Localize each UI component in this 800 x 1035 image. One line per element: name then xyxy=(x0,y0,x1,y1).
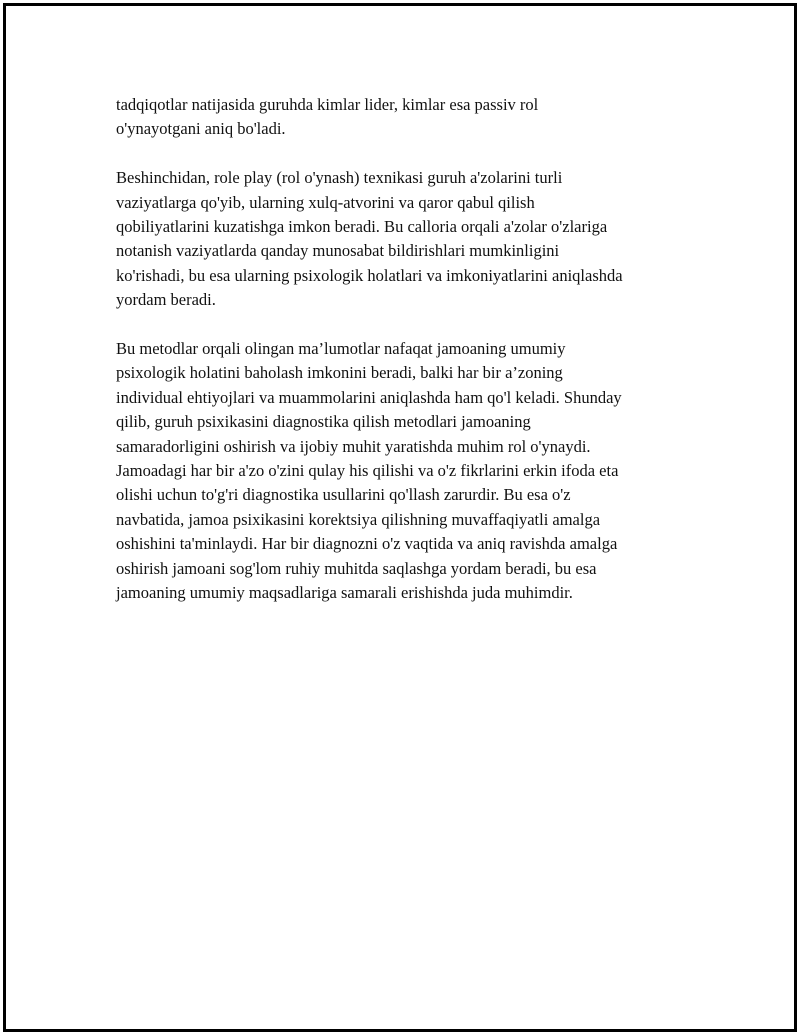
text-line: vaziyatlarga qo'yib, ularning xulq-atvorini va qaror qabul qilish xyxy=(116,192,535,212)
text-line: navbatida, jamoa psixikasini korektsiya qilishning muvaffaqiyatli amalga xyxy=(116,509,601,529)
text-line: jamoaning umumiy maqsadlariga samarali erishishda juda muhimdir. xyxy=(116,583,573,603)
text-line: yordam beradi. xyxy=(116,290,216,310)
text-line: o'ynayotgani aniq bo'ladi. xyxy=(116,119,286,139)
text-line: olishi uchun to'g'ri diagnostika usullarini qo'llash zarurdir. Bu esa o'z xyxy=(116,485,571,505)
text-line: notanish vaziyatlarda qanday munosabat bildirishlari mumkinligini xyxy=(116,241,560,261)
text-line: Bu metodlar orqali olingan ma’lumotlar nafaqat jamoaning umumiy xyxy=(116,339,566,359)
text-line: individual ehtiyojlari va muammolarini aniqlashda ham qo'l keladi. Shunday xyxy=(116,387,622,407)
text-line: psixologik holatini baholash imkonini beradi, balki har bir a’zoning xyxy=(116,363,563,383)
text-line: qobiliyatlarini kuzatishga imkon beradi. Bu calloria orqali a'zolar o'zlariga xyxy=(116,217,608,237)
paragraph-2 xyxy=(116,166,696,312)
text-line: Jamoadagi har bir a'zo o'zini qulay his qilishi va o'z fikrlarini erkin ifoda eta xyxy=(116,461,619,481)
paragraph-3 xyxy=(116,337,696,605)
text-line: qilib, guruh psixikasini diagnostika qilish metodlari jamoaning xyxy=(116,412,531,432)
text-line: tadqiqotlar natijasida guruhda kimlar lider, kimlar esa passiv rol xyxy=(116,95,539,114)
text-line: oshirish jamoani sog'lom ruhiy muhitda saqlashga yordam beradi, bu esa xyxy=(116,558,597,578)
text-line: oshishini ta'minlaydi. Har bir diagnozni o'z vaqtida va aniq ravishda amalga xyxy=(116,534,618,554)
text-line: samaradorligini oshirish va ijobiy muhit yaratishda muhim rol o'ynaydi. xyxy=(116,436,591,456)
text-line: Beshinchidan, role play (rol o'ynash) texnikasi guruh a'zolarini turli xyxy=(116,168,563,188)
paragraph-1 xyxy=(116,93,696,142)
text-line: ko'rishadi, bu esa ularning psixologik holatlari va imkoniyatlarini aniqlashda xyxy=(116,265,623,285)
document-body xyxy=(116,93,696,630)
